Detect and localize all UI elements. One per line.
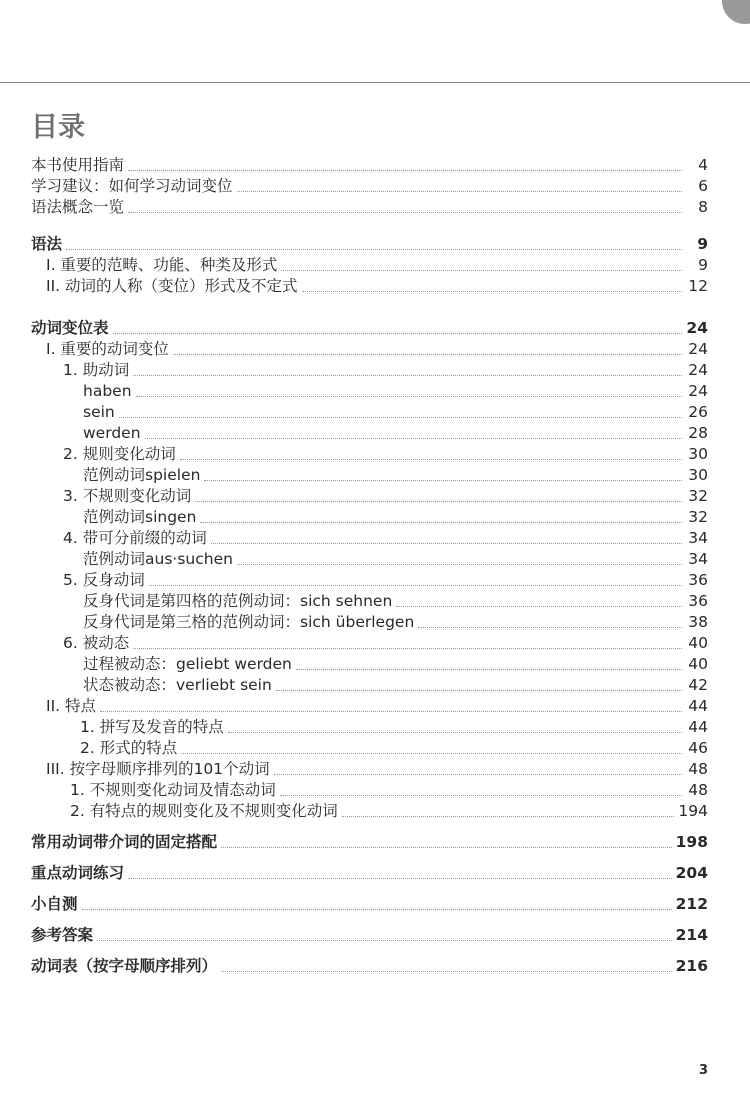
toc-entry-label: 学习建议：如何学习动词变位 [31,177,233,195]
dot-leader [133,374,682,376]
toc-entry [0,568,750,590]
toc-entry-label: 5. 反身动词 [63,571,145,589]
toc-entry-page: 6 [698,177,708,195]
toc-entry [0,174,750,196]
toc-entry-label: 6. 被动态 [63,634,130,652]
toc-entry-label: 2. 形式的特点 [80,739,178,757]
toc-entry-page: 36 [688,592,708,610]
toc-entry-page: 30 [688,466,708,484]
dot-leader [82,908,672,910]
toc-entry-label: I. 重要的动词变位 [46,340,169,358]
toc-entry-page: 32 [688,487,708,505]
toc-entry-label: III. 按字母顺序排列的101个动词 [46,760,270,778]
toc-entry-page: 40 [688,634,708,652]
toc-entry [0,232,750,254]
toc-entry [0,892,750,914]
toc-entry [0,337,750,359]
dot-leader [145,437,682,439]
toc-entry [0,861,750,883]
dot-leader [228,731,682,733]
dot-leader [296,668,682,670]
toc-entry [0,652,750,674]
toc-entry-page: 194 [678,802,708,820]
toc-entry-page: 34 [688,529,708,547]
toc-entry [0,923,750,945]
dot-leader [173,353,682,355]
dot-leader [136,395,682,397]
toc-entry-label: 参考答案 [31,926,94,944]
toc-entry-page: 34 [688,550,708,568]
toc-entry-label: 2. 规则变化动词 [63,445,176,463]
toc-entry-page: 212 [675,895,708,913]
toc-entry [0,830,750,852]
dot-leader [200,521,682,523]
dot-leader [302,290,683,292]
toc-entry [0,547,750,569]
dot-leader [149,584,682,586]
toc-entry-label: 动词变位表 [31,319,109,337]
toc-entry-page: 26 [688,403,708,421]
toc-entry [0,694,750,716]
toc-entry [0,736,750,758]
dot-leader [128,877,672,879]
dot-leader [418,626,682,628]
toc-entry [0,610,750,632]
toc-entry-page: 8 [698,198,708,216]
dot-leader [280,794,682,796]
toc-entry-label: 小自测 [31,895,78,913]
toc-entry [0,954,750,976]
toc-entry-label: 1. 拼写及发音的特点 [80,718,224,736]
toc-entry [0,195,750,217]
dot-leader [221,970,672,972]
toc-entry [0,253,750,275]
toc-entry-page: 32 [688,508,708,526]
toc-entry-label: 反身代词是第四格的范例动词：sich sehnen [83,592,393,610]
dot-leader [128,211,682,213]
toc-entry-label: 状态被动态：verliebt sein [83,676,272,694]
toc-entry-label: 重点动词练习 [31,864,125,882]
toc-entry [0,757,750,779]
toc-entry-page: 38 [688,613,708,631]
toc-entry-page: 9 [697,235,708,253]
toc-entry [0,153,750,175]
toc-entry-label: II. 特点 [46,697,96,715]
toc-entry-label: 2. 有特点的规则变化及不规则变化动词 [70,802,338,820]
toc-entry-page: 46 [688,739,708,757]
dot-leader [119,416,682,418]
toc-entry [0,526,750,548]
toc-entry-page: 40 [688,655,708,673]
toc-entry [0,463,750,485]
dot-leader [342,815,675,817]
dot-leader [396,605,682,607]
toc-heading: 目录 [31,112,85,143]
toc-entry-page: 9 [698,256,708,274]
dot-leader [180,458,682,460]
dot-leader [195,500,682,502]
toc-entry-page: 204 [675,864,708,882]
page-number: 3 [698,1063,708,1078]
toc-entry-label: 过程被动态：geliebt werden [83,655,292,673]
toc-entry-label: 语法 [31,235,63,253]
toc-entry-page: 44 [688,718,708,736]
dot-leader [66,248,682,250]
toc-entry-page: 24 [686,319,708,337]
toc-entry-page: 214 [675,926,708,944]
dot-leader [133,647,682,649]
toc-entry-label: 语法概念一览 [31,198,125,216]
toc-entry-label: 范例动词singen [83,508,197,526]
toc-entry [0,442,750,464]
toc-entry [0,421,750,443]
toc-entry-page: 198 [675,833,708,851]
toc-entry-page: 30 [688,445,708,463]
toc-entry-label: 4. 带可分前缀的动词 [63,529,207,547]
toc-entry-label: 1. 不规则变化动词及情态动词 [70,781,276,799]
toc-entry-page: 12 [688,277,708,295]
dot-leader [113,332,682,334]
toc-entry-label: II. 动词的人称（变位）形式及不定式 [46,277,298,295]
toc-entry [0,400,750,422]
dot-leader [281,269,682,271]
dot-leader [204,479,682,481]
toc-entry-label: sein [83,403,115,421]
toc-entry-page: 28 [688,424,708,442]
dot-leader [97,939,672,941]
dot-leader [128,169,682,171]
toc-entry-label: 3. 不规则变化动词 [63,487,192,505]
dot-leader [181,752,682,754]
toc-entry-label: 本书使用指南 [31,156,125,174]
toc-entry [0,589,750,611]
toc-entry-label: haben [83,382,132,400]
toc-entry-page: 42 [688,676,708,694]
toc-entry-label: I. 重要的范畴、功能、种类及形式 [46,256,278,274]
toc-entry-page: 44 [688,697,708,715]
toc-entry-page: 24 [688,340,708,358]
dot-leader [274,773,682,775]
toc-entry-label: 范例动词spielen [83,466,201,484]
dot-leader [276,689,682,691]
dot-leader [211,542,682,544]
toc-entry [0,673,750,695]
toc-entry [0,505,750,527]
toc-entry-label: 常用动词带介词的固定搭配 [31,833,218,851]
dot-leader [237,190,682,192]
dot-leader [100,710,682,712]
toc-entry-page: 216 [675,957,708,975]
toc-entry [0,484,750,506]
toc-entry [0,379,750,401]
toc-entry-page: 24 [688,382,708,400]
dot-leader [221,846,672,848]
toc-entry-label: werden [83,424,141,442]
toc-entry-page: 36 [688,571,708,589]
toc-entry-label: 动词表（按字母顺序排列） [31,957,218,975]
toc-entry [0,274,750,296]
toc-entry-page: 24 [688,361,708,379]
dot-leader [237,563,682,565]
toc-entry [0,316,750,338]
toc-entry-label: 范例动词aus·suchen [83,550,233,568]
toc-entry [0,358,750,380]
toc-entry [0,799,750,821]
toc-entry-page: 48 [688,760,708,778]
toc-entry-label: 反身代词是第三格的范例动词：sich überlegen [83,613,415,631]
toc-entry-label: 1. 助动词 [63,361,130,379]
toc-entry-page: 4 [698,156,708,174]
toc-entry-page: 48 [688,781,708,799]
toc-entry [0,778,750,800]
toc-entry [0,631,750,653]
toc-entry [0,715,750,737]
